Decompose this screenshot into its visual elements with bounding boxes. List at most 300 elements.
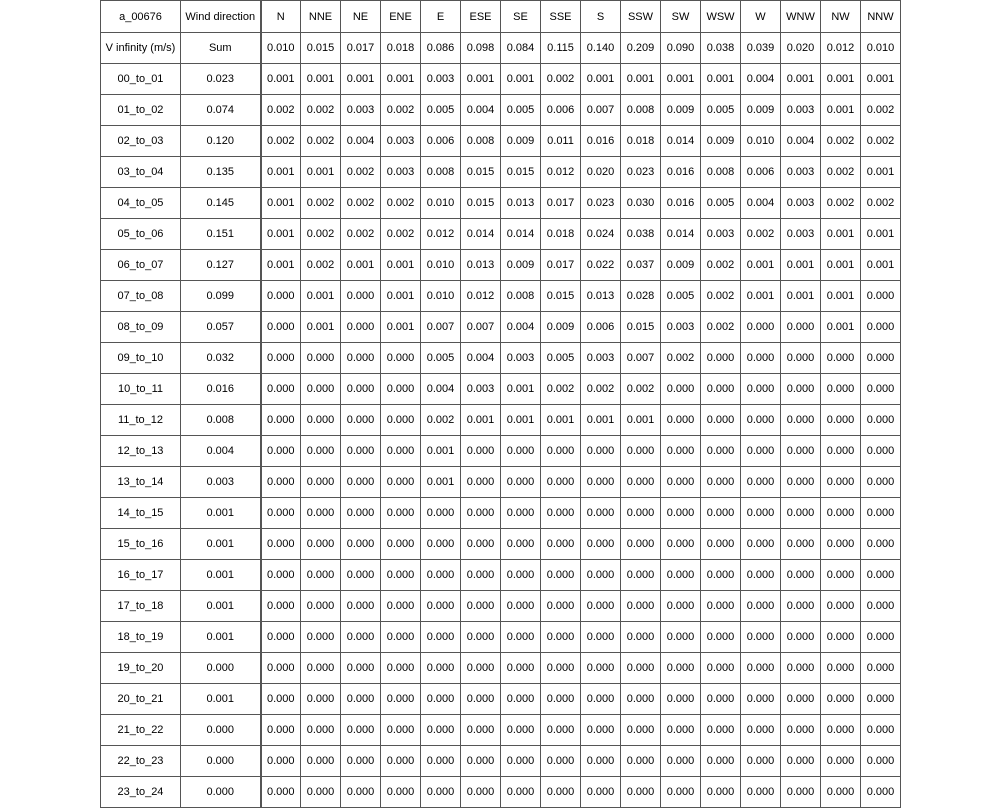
frequency-cell: 0.000: [261, 467, 301, 498]
speed-bin-label: 09_to_10: [101, 343, 181, 374]
frequency-cell: 0.000: [461, 591, 501, 622]
frequency-cell: 0.010: [421, 250, 461, 281]
speed-bin-label: 02_to_03: [101, 126, 181, 157]
frequency-cell: 0.000: [861, 715, 901, 746]
frequency-cell: 0.000: [261, 591, 301, 622]
frequency-cell: 0.000: [861, 622, 901, 653]
frequency-cell: 0.006: [741, 157, 781, 188]
frequency-cell: 0.003: [661, 312, 701, 343]
frequency-cell: 0.005: [701, 188, 741, 219]
frequency-cell: 0.000: [581, 622, 621, 653]
frequency-cell: 0.003: [781, 157, 821, 188]
frequency-cell: 0.000: [781, 374, 821, 405]
direction-sum-cell: 0.038: [701, 33, 741, 64]
frequency-cell: 0.000: [381, 653, 421, 684]
frequency-cell: 0.000: [701, 498, 741, 529]
table-row: [101, 95, 901, 126]
frequency-cell: 0.000: [541, 591, 581, 622]
frequency-cell: 0.000: [581, 467, 621, 498]
frequency-cell: 0.000: [421, 684, 461, 715]
row-sum-cell: 0.000: [181, 653, 261, 684]
speed-bin-label: 21_to_22: [101, 715, 181, 746]
frequency-cell: 0.000: [821, 467, 861, 498]
frequency-cell: 0.000: [381, 777, 421, 808]
frequency-cell: 0.000: [421, 622, 461, 653]
frequency-cell: 0.000: [341, 715, 381, 746]
frequency-cell: 0.000: [381, 529, 421, 560]
frequency-cell: 0.000: [581, 591, 621, 622]
speed-bin-label: 12_to_13: [101, 436, 181, 467]
frequency-cell: 0.004: [461, 95, 501, 126]
frequency-cell: 0.002: [861, 95, 901, 126]
frequency-cell: 0.000: [341, 374, 381, 405]
row-sum-cell: 0.120: [181, 126, 261, 157]
direction-sum-cell: 0.209: [621, 33, 661, 64]
frequency-cell: 0.000: [581, 498, 621, 529]
frequency-cell: 0.002: [261, 95, 301, 126]
frequency-cell: 0.000: [261, 529, 301, 560]
direction-header: SW: [661, 1, 701, 33]
frequency-cell: 0.000: [261, 715, 301, 746]
row-sum-cell: 0.001: [181, 498, 261, 529]
frequency-cell: 0.000: [461, 467, 501, 498]
frequency-cell: 0.016: [661, 157, 701, 188]
frequency-cell: 0.002: [301, 219, 341, 250]
direction-sum-cell: 0.098: [461, 33, 501, 64]
frequency-cell: 0.000: [501, 436, 541, 467]
frequency-cell: 0.000: [781, 560, 821, 591]
direction-header: S: [581, 1, 621, 33]
frequency-cell: 0.002: [581, 374, 621, 405]
frequency-cell: 0.000: [381, 467, 421, 498]
frequency-cell: 0.002: [701, 312, 741, 343]
direction-header: SE: [501, 1, 541, 33]
frequency-cell: 0.003: [781, 95, 821, 126]
frequency-cell: 0.008: [621, 95, 661, 126]
frequency-cell: 0.000: [781, 467, 821, 498]
direction-sum-cell: 0.039: [741, 33, 781, 64]
frequency-cell: 0.000: [341, 746, 381, 777]
direction-header: W: [741, 1, 781, 33]
table-row: [101, 64, 901, 95]
frequency-cell: 0.000: [301, 343, 341, 374]
table-row: [101, 746, 901, 777]
frequency-cell: 0.000: [501, 529, 541, 560]
frequency-cell: 0.000: [261, 498, 301, 529]
frequency-cell: 0.001: [821, 64, 861, 95]
frequency-cell: 0.000: [461, 436, 501, 467]
direction-sum-cell: 0.015: [301, 33, 341, 64]
frequency-cell: 0.000: [821, 591, 861, 622]
frequency-cell: 0.003: [381, 126, 421, 157]
frequency-cell: 0.000: [541, 467, 581, 498]
frequency-cell: 0.000: [781, 498, 821, 529]
frequency-cell: 0.000: [861, 560, 901, 591]
frequency-cell: 0.000: [781, 777, 821, 808]
row-sum-cell: 0.008: [181, 405, 261, 436]
frequency-cell: 0.000: [621, 653, 661, 684]
frequency-cell: 0.000: [861, 746, 901, 777]
frequency-cell: 0.015: [461, 188, 501, 219]
frequency-cell: 0.000: [701, 405, 741, 436]
frequency-cell: 0.001: [821, 312, 861, 343]
frequency-cell: 0.000: [261, 653, 301, 684]
frequency-cell: 0.002: [301, 250, 341, 281]
frequency-cell: 0.000: [581, 529, 621, 560]
frequency-cell: 0.001: [741, 250, 781, 281]
frequency-cell: 0.000: [821, 684, 861, 715]
frequency-cell: 0.000: [501, 498, 541, 529]
frequency-cell: 0.000: [461, 498, 501, 529]
frequency-cell: 0.001: [781, 250, 821, 281]
frequency-cell: 0.001: [501, 374, 541, 405]
frequency-cell: 0.000: [301, 684, 341, 715]
frequency-cell: 0.000: [861, 684, 901, 715]
wind-direction-label: Wind direction: [181, 1, 261, 33]
frequency-cell: 0.000: [341, 560, 381, 591]
frequency-cell: 0.000: [261, 281, 301, 312]
frequency-cell: 0.000: [341, 653, 381, 684]
frequency-cell: 0.000: [301, 529, 341, 560]
frequency-cell: 0.000: [261, 312, 301, 343]
frequency-cell: 0.017: [541, 250, 581, 281]
corner-label: a_00676: [101, 1, 181, 33]
frequency-cell: 0.014: [661, 219, 701, 250]
direction-header: NE: [341, 1, 381, 33]
frequency-cell: 0.005: [421, 343, 461, 374]
frequency-cell: 0.000: [661, 591, 701, 622]
frequency-cell: 0.000: [741, 746, 781, 777]
row-sum-cell: 0.151: [181, 219, 261, 250]
frequency-cell: 0.000: [741, 436, 781, 467]
frequency-cell: 0.000: [581, 746, 621, 777]
frequency-cell: 0.001: [861, 250, 901, 281]
row-sum-cell: 0.001: [181, 684, 261, 715]
table-row: [101, 312, 901, 343]
frequency-cell: 0.000: [581, 560, 621, 591]
frequency-cell: 0.005: [421, 95, 461, 126]
frequency-cell: 0.006: [421, 126, 461, 157]
frequency-cell: 0.001: [381, 250, 421, 281]
frequency-cell: 0.000: [381, 715, 421, 746]
frequency-cell: 0.000: [661, 436, 701, 467]
frequency-cell: 0.000: [341, 498, 381, 529]
frequency-cell: 0.000: [821, 622, 861, 653]
frequency-cell: 0.012: [541, 157, 581, 188]
frequency-cell: 0.008: [461, 126, 501, 157]
frequency-cell: 0.000: [541, 777, 581, 808]
frequency-cell: 0.004: [741, 64, 781, 95]
frequency-cell: 0.000: [301, 498, 341, 529]
frequency-cell: 0.000: [661, 374, 701, 405]
frequency-cell: 0.000: [621, 529, 661, 560]
frequency-cell: 0.000: [461, 715, 501, 746]
direction-header: NW: [821, 1, 861, 33]
frequency-cell: 0.024: [581, 219, 621, 250]
frequency-cell: 0.000: [741, 715, 781, 746]
frequency-cell: 0.000: [741, 591, 781, 622]
frequency-cell: 0.000: [381, 622, 421, 653]
frequency-cell: 0.000: [461, 560, 501, 591]
frequency-cell: 0.015: [621, 312, 661, 343]
frequency-cell: 0.009: [701, 126, 741, 157]
frequency-cell: 0.002: [381, 188, 421, 219]
frequency-cell: 0.009: [501, 250, 541, 281]
frequency-cell: 0.004: [341, 126, 381, 157]
frequency-cell: 0.000: [661, 746, 701, 777]
frequency-cell: 0.000: [381, 374, 421, 405]
frequency-cell: 0.001: [421, 467, 461, 498]
frequency-cell: 0.002: [381, 95, 421, 126]
frequency-cell: 0.000: [821, 529, 861, 560]
frequency-cell: 0.000: [381, 684, 421, 715]
frequency-cell: 0.000: [301, 591, 341, 622]
frequency-cell: 0.001: [861, 157, 901, 188]
frequency-cell: 0.000: [421, 746, 461, 777]
speed-bin-label: 22_to_23: [101, 746, 181, 777]
frequency-cell: 0.001: [781, 64, 821, 95]
frequency-cell: 0.000: [501, 467, 541, 498]
frequency-cell: 0.000: [381, 591, 421, 622]
sum-row: [101, 33, 901, 64]
frequency-cell: 0.001: [461, 405, 501, 436]
frequency-cell: 0.000: [501, 746, 541, 777]
frequency-cell: 0.000: [861, 405, 901, 436]
frequency-cell: 0.001: [261, 64, 301, 95]
frequency-cell: 0.000: [541, 746, 581, 777]
frequency-cell: 0.010: [421, 188, 461, 219]
frequency-cell: 0.001: [821, 250, 861, 281]
speed-bin-label: 20_to_21: [101, 684, 181, 715]
frequency-cell: 0.000: [821, 343, 861, 374]
frequency-cell: 0.000: [661, 405, 701, 436]
frequency-cell: 0.000: [861, 467, 901, 498]
frequency-cell: 0.000: [821, 498, 861, 529]
frequency-cell: 0.000: [381, 405, 421, 436]
frequency-cell: 0.000: [621, 715, 661, 746]
frequency-cell: 0.001: [861, 219, 901, 250]
frequency-cell: 0.000: [541, 622, 581, 653]
frequency-cell: 0.000: [261, 777, 301, 808]
frequency-cell: 0.002: [821, 157, 861, 188]
frequency-cell: 0.014: [501, 219, 541, 250]
speed-bin-label: 11_to_12: [101, 405, 181, 436]
direction-header: NNE: [301, 1, 341, 33]
frequency-cell: 0.000: [261, 622, 301, 653]
frequency-cell: 0.000: [701, 374, 741, 405]
frequency-cell: 0.001: [261, 157, 301, 188]
frequency-cell: 0.000: [581, 436, 621, 467]
table-row: [101, 281, 901, 312]
frequency-cell: 0.004: [421, 374, 461, 405]
row-sum-cell: 0.001: [181, 591, 261, 622]
frequency-cell: 0.000: [341, 591, 381, 622]
direction-header: SSW: [621, 1, 661, 33]
frequency-cell: 0.006: [581, 312, 621, 343]
frequency-cell: 0.002: [821, 188, 861, 219]
frequency-cell: 0.003: [581, 343, 621, 374]
direction-sum-cell: 0.017: [341, 33, 381, 64]
frequency-cell: 0.000: [421, 653, 461, 684]
frequency-cell: 0.009: [541, 312, 581, 343]
frequency-cell: 0.002: [381, 219, 421, 250]
frequency-cell: 0.000: [621, 591, 661, 622]
table-row: [101, 157, 901, 188]
frequency-cell: 0.000: [421, 560, 461, 591]
frequency-cell: 0.000: [261, 405, 301, 436]
frequency-cell: 0.000: [861, 343, 901, 374]
row-sum-cell: 0.032: [181, 343, 261, 374]
frequency-cell: 0.000: [341, 312, 381, 343]
frequency-cell: 0.001: [501, 405, 541, 436]
frequency-cell: 0.002: [541, 64, 581, 95]
direction-header: ENE: [381, 1, 421, 33]
frequency-cell: 0.006: [541, 95, 581, 126]
speed-bin-label: 14_to_15: [101, 498, 181, 529]
frequency-cell: 0.000: [781, 622, 821, 653]
frequency-cell: 0.003: [381, 157, 421, 188]
frequency-cell: 0.005: [501, 95, 541, 126]
frequency-cell: 0.000: [701, 467, 741, 498]
wind-frequency-table: [100, 0, 901, 808]
frequency-cell: 0.000: [861, 312, 901, 343]
frequency-cell: 0.004: [781, 126, 821, 157]
frequency-cell: 0.000: [341, 467, 381, 498]
speed-bin-label: 10_to_11: [101, 374, 181, 405]
frequency-cell: 0.000: [741, 374, 781, 405]
frequency-cell: 0.000: [261, 374, 301, 405]
frequency-cell: 0.000: [621, 467, 661, 498]
row-sum-cell: 0.001: [181, 560, 261, 591]
frequency-cell: 0.002: [301, 126, 341, 157]
frequency-cell: 0.005: [661, 281, 701, 312]
frequency-cell: 0.000: [741, 622, 781, 653]
frequency-cell: 0.015: [461, 157, 501, 188]
frequency-cell: 0.000: [701, 684, 741, 715]
frequency-cell: 0.000: [381, 746, 421, 777]
table-row: [101, 684, 901, 715]
frequency-cell: 0.000: [541, 715, 581, 746]
frequency-cell: 0.001: [381, 312, 421, 343]
row-sum-cell: 0.000: [181, 746, 261, 777]
v-infinity-label: V infinity (m/s): [101, 33, 181, 64]
frequency-cell: 0.000: [661, 622, 701, 653]
frequency-cell: 0.000: [781, 653, 821, 684]
table-row: [101, 374, 901, 405]
speed-bin-label: 06_to_07: [101, 250, 181, 281]
frequency-cell: 0.022: [581, 250, 621, 281]
frequency-cell: 0.004: [461, 343, 501, 374]
frequency-cell: 0.000: [301, 436, 341, 467]
frequency-cell: 0.000: [661, 684, 701, 715]
frequency-cell: 0.000: [421, 715, 461, 746]
direction-sum-cell: 0.140: [581, 33, 621, 64]
row-sum-cell: 0.000: [181, 777, 261, 808]
frequency-cell: 0.001: [821, 95, 861, 126]
frequency-cell: 0.000: [661, 467, 701, 498]
row-sum-cell: 0.135: [181, 157, 261, 188]
frequency-cell: 0.000: [501, 653, 541, 684]
speed-bin-label: 08_to_09: [101, 312, 181, 343]
direction-header: N: [261, 1, 301, 33]
frequency-cell: 0.012: [461, 281, 501, 312]
table-body: [101, 1, 901, 808]
frequency-cell: 0.001: [301, 64, 341, 95]
frequency-cell: 0.000: [621, 560, 661, 591]
frequency-cell: 0.008: [421, 157, 461, 188]
frequency-cell: 0.001: [381, 64, 421, 95]
frequency-cell: 0.000: [541, 684, 581, 715]
frequency-cell: 0.002: [621, 374, 661, 405]
table-row: [101, 126, 901, 157]
direction-sum-cell: 0.020: [781, 33, 821, 64]
frequency-cell: 0.000: [621, 436, 661, 467]
frequency-cell: 0.000: [741, 777, 781, 808]
frequency-cell: 0.001: [821, 219, 861, 250]
frequency-cell: 0.001: [501, 64, 541, 95]
frequency-cell: 0.007: [461, 312, 501, 343]
frequency-cell: 0.000: [261, 684, 301, 715]
frequency-cell: 0.000: [461, 529, 501, 560]
frequency-cell: 0.002: [301, 95, 341, 126]
frequency-cell: 0.001: [581, 64, 621, 95]
table-row: [101, 715, 901, 746]
frequency-cell: 0.000: [861, 591, 901, 622]
direction-sum-cell: 0.010: [861, 33, 901, 64]
frequency-cell: 0.001: [741, 281, 781, 312]
frequency-cell: 0.000: [541, 529, 581, 560]
frequency-cell: 0.001: [541, 405, 581, 436]
frequency-cell: 0.001: [621, 64, 661, 95]
frequency-cell: 0.000: [501, 684, 541, 715]
frequency-cell: 0.000: [781, 405, 821, 436]
frequency-cell: 0.002: [861, 126, 901, 157]
frequency-cell: 0.000: [381, 560, 421, 591]
frequency-cell: 0.000: [701, 622, 741, 653]
frequency-cell: 0.037: [621, 250, 661, 281]
frequency-cell: 0.000: [741, 343, 781, 374]
frequency-cell: 0.000: [701, 343, 741, 374]
table-row: [101, 591, 901, 622]
frequency-cell: 0.038: [621, 219, 661, 250]
row-sum-cell: 0.099: [181, 281, 261, 312]
speed-bin-label: 05_to_06: [101, 219, 181, 250]
direction-header: NNW: [861, 1, 901, 33]
frequency-cell: 0.000: [501, 560, 541, 591]
direction-sum-cell: 0.084: [501, 33, 541, 64]
table-row: [101, 622, 901, 653]
direction-header: WNW: [781, 1, 821, 33]
frequency-cell: 0.000: [621, 777, 661, 808]
frequency-cell: 0.000: [861, 281, 901, 312]
frequency-cell: 0.003: [501, 343, 541, 374]
frequency-cell: 0.011: [541, 126, 581, 157]
frequency-cell: 0.001: [301, 312, 341, 343]
frequency-cell: 0.012: [421, 219, 461, 250]
frequency-cell: 0.000: [461, 653, 501, 684]
frequency-cell: 0.000: [741, 684, 781, 715]
frequency-cell: 0.013: [581, 281, 621, 312]
frequency-cell: 0.000: [661, 653, 701, 684]
direction-sum-cell: 0.010: [261, 33, 301, 64]
frequency-cell: 0.000: [821, 746, 861, 777]
frequency-cell: 0.000: [821, 653, 861, 684]
frequency-cell: 0.000: [261, 436, 301, 467]
direction-sum-cell: 0.086: [421, 33, 461, 64]
speed-bin-label: 16_to_17: [101, 560, 181, 591]
frequency-cell: 0.000: [661, 777, 701, 808]
frequency-cell: 0.001: [341, 64, 381, 95]
